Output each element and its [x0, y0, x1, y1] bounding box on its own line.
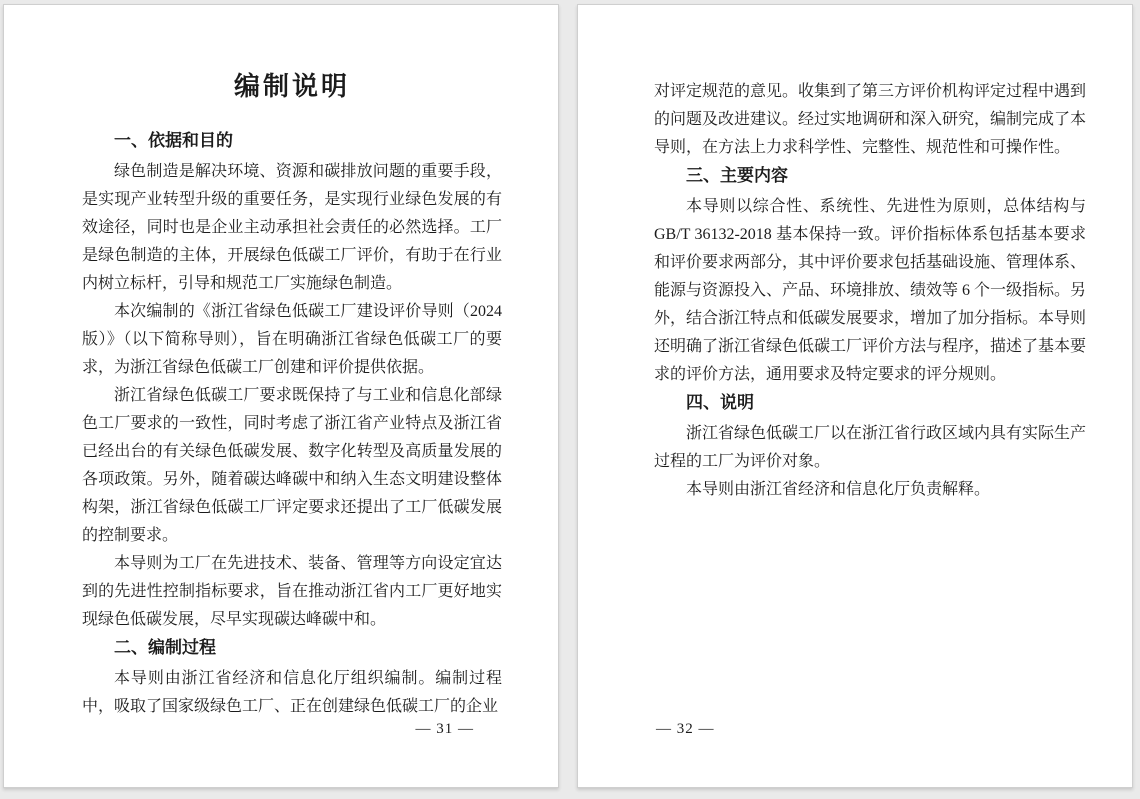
continuation-paragraph: 对评定规范的意见。收集到了第三方评价机构评定过程中遇到的问题及改进建议。经过实地调研和深入研究，编制完成了本导则，在方法上力求科学性、完整性、规范性和可操作性。	[654, 83, 1087, 156]
document-title: 编制说明	[233, 72, 350, 101]
paragraph: 本次编制的《浙江省绿色低碳工厂建设评价导则（2024版）》（以下简称导则），旨在明确浙江省绿色低碳工厂的要求，为浙江省绿色低碳工厂创建和评价提供依据。	[82, 303, 502, 376]
section-heading-explanation: 四、说明	[686, 393, 754, 412]
page-31	[3, 4, 559, 788]
paragraph: 本导则由浙江省经济和信息化厅负责解释。	[686, 481, 991, 498]
page-number-32: — 32 —	[656, 721, 715, 737]
page-number-31: — 31 —	[415, 721, 474, 737]
paragraph: 绿色制造是解决环境、资源和碳排放问题的重要手段，是实现产业转型升级的重要任务，是实现行业绿色发展的有效途径，同时也是企业主动承担社会责任的必然选择。工厂是绿色制造的主体，开展绿色低碳工厂评价，有助于在行业内树立标杆，引导和规范工厂实施绿色制造。	[82, 163, 502, 292]
paragraph: 本导则由浙江省经济和信息化厅组织编制。编制过程中，吸取了国家级绿色工厂、正在创建绿色低碳工厂的企业	[82, 670, 502, 715]
section-heading-basis-and-purpose: 一、依据和目的	[114, 131, 233, 150]
paragraph: 浙江省绿色低碳工厂以在浙江省行政区域内具有实际生产过程的工厂为评价对象。	[654, 425, 1087, 470]
section-heading-compilation-process: 二、编制过程	[114, 638, 216, 657]
paragraph: 浙江省绿色低碳工厂要求既保持了与工业和信息化部绿色工厂要求的一致性，同时考虑了浙江省产业特点及浙江省已经出台的有关绿色低碳发展、数字化转型及高质量发展的各项政策。另外，随着碳达峰碳中和纳入生态文明建设整体构架，浙江省绿色低碳工厂评定要求还提出了工厂低碳发展的控制要求。	[82, 387, 502, 544]
section-heading-main-content: 三、主要内容	[686, 166, 788, 185]
page-32	[577, 4, 1133, 788]
paragraph: 本导则为工厂在先进技术、装备、管理等方向设定宜达到的先进性控制指标要求，旨在推动浙江省内工厂更好地实现绿色低碳发展，尽早实现碳达峰碳中和。	[82, 555, 502, 628]
paragraph: 本导则以综合性、系统性、先进性为原则，总体结构与GB/T 36132-2018 基本保持一致。评价指标体系包括基本要求和评价要求两部分，其中评价要求包括基础设施、管理体系、能源与资源投入、产品、环境排放、绩效等 6 个一级指标。另外，结合浙江特点和低碳发展要求，增加了加分指标。本导则还明确了浙江省绿色低碳工厂评价方法与程序，描述了基本要求的评价方法，通用要求及特定要求的评分规则。	[654, 198, 1087, 383]
